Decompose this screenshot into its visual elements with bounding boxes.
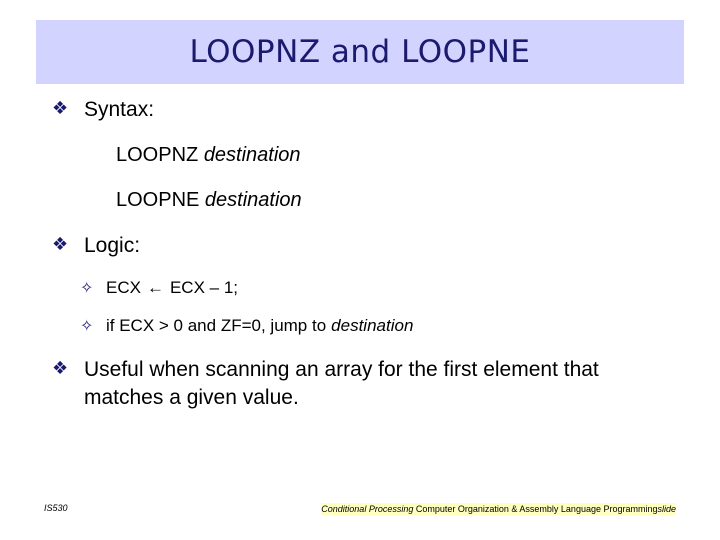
logic-item	[80, 278, 238, 298]
bullet-useful	[52, 356, 599, 412]
footer-caption	[321, 503, 676, 515]
logic-lhs: ECX	[106, 278, 141, 297]
operand: destination	[204, 189, 302, 211]
operand: destination	[203, 144, 301, 166]
footer-course: IS530	[44, 503, 68, 513]
syntax-line	[116, 144, 301, 167]
diamond-bullet-icon: ❖	[52, 98, 69, 118]
logic-item	[80, 316, 413, 336]
star-bullet-icon: ✧	[80, 318, 94, 335]
title-bar	[36, 20, 684, 84]
star-bullet-icon: ✧	[80, 280, 94, 297]
page-title: LOOPNZ and LOOPNE	[189, 34, 531, 70]
bullet-text: Useful when scanning an array for the first element that	[84, 358, 599, 381]
operand: destination	[331, 316, 414, 335]
bullet-syntax	[52, 96, 154, 124]
left-arrow-icon: ←	[146, 278, 164, 297]
logic-text: if ECX > 0 and ZF=0, jump to	[106, 316, 327, 335]
mnemonic: LOOPNE	[116, 189, 200, 211]
footer-book: Computer Organization & Assembly Language Programming	[415, 504, 658, 514]
mnemonic: LOOPNZ	[116, 144, 199, 166]
diamond-bullet-icon: ❖	[52, 234, 69, 254]
bullet-label: Syntax:	[84, 98, 155, 121]
syntax-line	[116, 189, 302, 212]
diamond-bullet-icon: ❖	[52, 358, 69, 378]
bullet-text-continued: matches a given value.	[84, 386, 299, 409]
footer-topic: Conditional Processing	[321, 504, 414, 514]
footer-slide: slide	[657, 504, 676, 514]
bullet-logic	[52, 232, 140, 260]
logic-rhs: ECX – 1;	[169, 278, 239, 297]
bullet-label: Logic:	[84, 234, 141, 257]
